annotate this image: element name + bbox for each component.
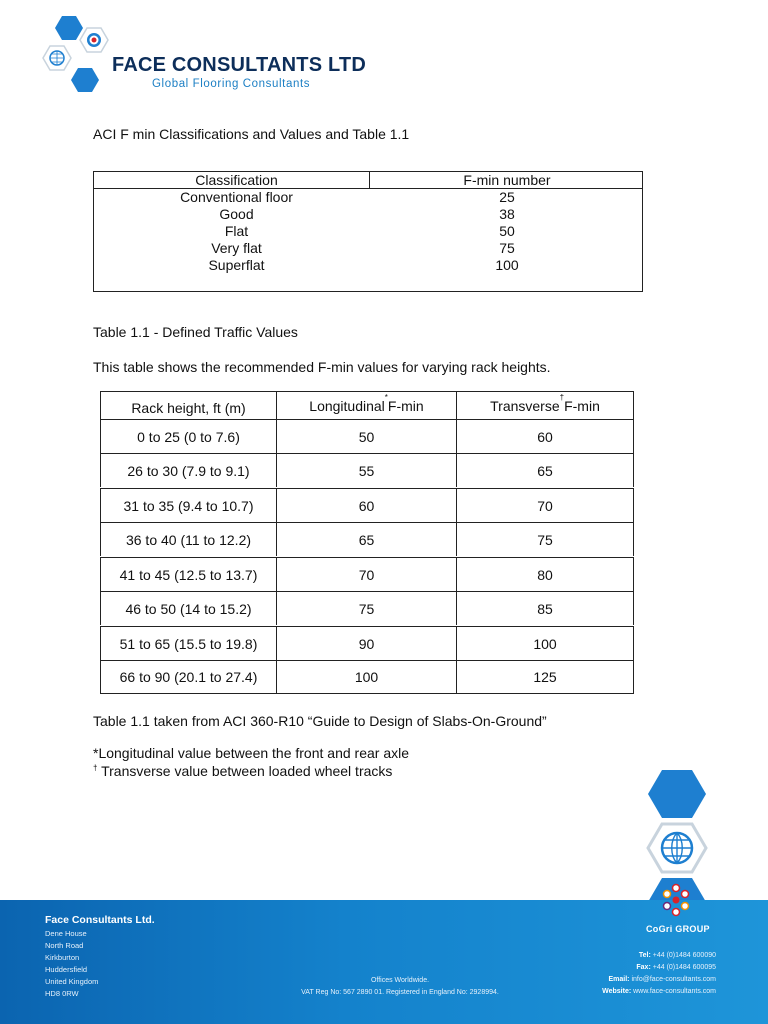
fmin-cell: 25 (499, 189, 515, 205)
rack-height-cell: 0 to 25 (0 to 7.6) (101, 420, 277, 453)
rack-height-cell: 36 to 40 (11 to 12.2) (101, 523, 277, 556)
longitudinal-cell: 100 (277, 661, 457, 693)
footer-website[interactable]: Website: www.face-consultants.com (602, 988, 716, 995)
table-row (100, 626, 634, 660)
company-tagline: Global Flooring Consultants (152, 78, 311, 90)
table-row (100, 660, 634, 694)
cogri-group-label: CoGri GROUP (646, 924, 710, 934)
fmin-cell: 38 (499, 206, 515, 222)
transverse-cell: 70 (537, 497, 553, 514)
page-footer (0, 900, 768, 1024)
section-heading-classifications: ACI F min Classifications and Values and Table 1.1 (93, 126, 410, 142)
classification-cell: Flat (224, 223, 249, 239)
fmin-number-header: F-min number (463, 172, 551, 188)
longitudinal-cell: 70 (277, 558, 457, 591)
longitudinal-cell: 90 (277, 627, 457, 660)
source-note: Table 1.1 taken from ACI 360-R10 “Guide to Design of Slabs-On-Ground” (93, 713, 547, 729)
rack-height-cell: 41 to 45 (12.5 to 13.7) (101, 558, 277, 591)
rack-height-header: Rack height, ft (m) (101, 392, 277, 425)
cogri-group-icon (658, 882, 694, 922)
footer-company-name: Face Consultants Ltd. (45, 914, 155, 926)
rack-height-cell: 66 to 90 (20.1 to 27.4) (101, 661, 277, 693)
fmin-cell: 75 (499, 240, 515, 256)
company-name: FACE CONSULTANTS LTD (112, 54, 366, 76)
footer-address-line: North Road (45, 941, 84, 950)
classification-cell: Very flat (211, 240, 262, 256)
classification-table (93, 171, 643, 292)
table-row (100, 591, 634, 625)
rack-height-cell: 26 to 30 (7.9 to 9.1) (101, 454, 277, 487)
transverse-note: † Transverse value between loaded wheel tracks (93, 763, 393, 779)
footer-offices: Offices Worldwide. (370, 977, 430, 984)
section-intro: This table shows the recommended F-min values for varying rack heights. (93, 359, 551, 375)
longitudinal-header: Longitudinal * F-min (277, 392, 457, 425)
rack-height-cell: 51 to 65 (15.5 to 19.8) (101, 627, 277, 660)
fmin-cell: 100 (495, 257, 519, 273)
rack-height-cell: 31 to 35 (9.4 to 10.7) (101, 489, 277, 522)
table-row (100, 522, 634, 556)
fmin-cell: 50 (499, 223, 515, 239)
transverse-cell: 80 (537, 566, 553, 583)
section-heading-traffic-values: Table 1.1 - Defined Traffic Values (93, 324, 298, 340)
classification-cell: Conventional floor (180, 189, 293, 205)
table-row (100, 557, 634, 591)
table-row (100, 419, 634, 453)
transverse-cell: 100 (533, 635, 557, 652)
transverse-cell: 125 (533, 669, 557, 685)
footer-email[interactable]: Email: info@face-consultants.com (608, 976, 716, 983)
footer-address-line: Dene House (45, 929, 87, 938)
classification-cell: Good (219, 206, 254, 222)
table-row (100, 488, 634, 522)
classification-cell: Superflat (208, 257, 265, 273)
rack-height-cell: 46 to 50 (14 to 15.2) (101, 592, 277, 625)
company-logo-hexes (40, 14, 120, 104)
transverse-cell: 85 (537, 600, 553, 617)
longitudinal-cell: 55 (277, 454, 457, 487)
longitudinal-cell: 60 (277, 489, 457, 522)
classification-header: Classification (195, 172, 278, 188)
footer-address-line: United Kingdom (45, 977, 99, 986)
footer-address-line: Huddersfield (45, 965, 88, 974)
footer-registration: VAT Reg No: 567 2890 01. Registered in England No: 2928994. (301, 989, 499, 996)
footer-telephone: Tel: +44 (0)1484 600090 (638, 952, 716, 959)
footer-address-line: Kirkburton (45, 953, 80, 962)
longitudinal-cell: 50 (277, 420, 457, 453)
longitudinal-cell: 65 (277, 523, 457, 556)
table-row (100, 453, 634, 487)
longitudinal-cell: 75 (277, 592, 457, 625)
longitudinal-note: *Longitudinal value between the front and rear axle (93, 745, 409, 761)
footer-address-line: HD8 0RW (45, 989, 79, 998)
transverse-cell: 75 (537, 531, 553, 548)
footer-fax: Fax: +44 (0)1484 600095 (636, 964, 716, 971)
transverse-cell: 60 (537, 428, 553, 445)
transverse-header: Transverse † F-min (490, 393, 600, 414)
transverse-cell: 65 (537, 462, 553, 479)
